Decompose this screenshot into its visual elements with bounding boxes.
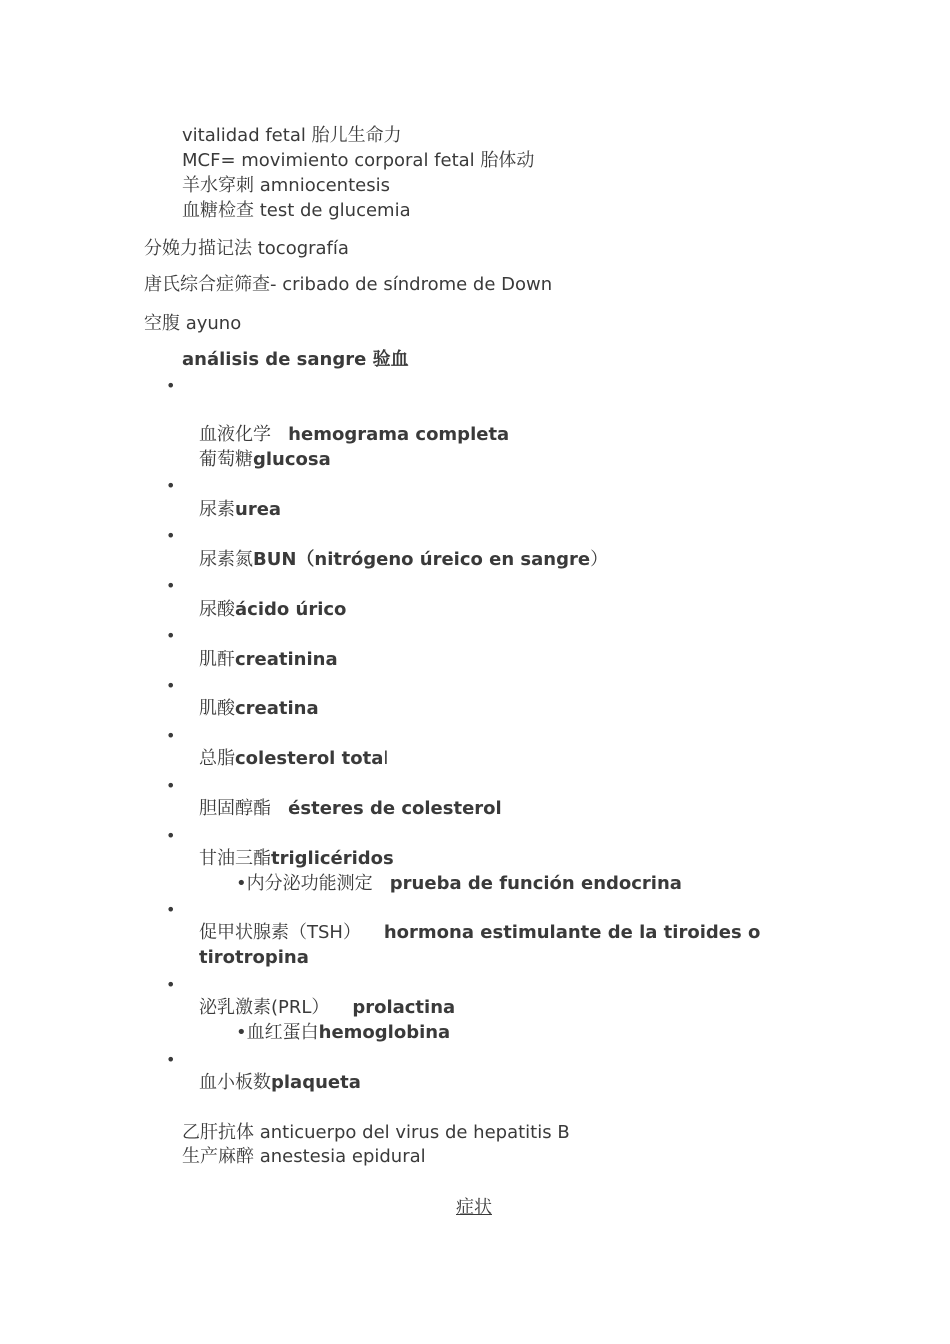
item-zh: •血红蛋白 — [236, 1022, 319, 1043]
item-es: hemograma completa — [288, 424, 510, 445]
bullet-10: • — [166, 900, 176, 919]
sintomas-heading: 症状 — [456, 1197, 492, 1218]
item-zh: 血液化学 — [199, 424, 271, 445]
item-hemoglobina — [236, 1021, 450, 1045]
item-es: ácido úrico — [235, 599, 347, 620]
item-tail: l — [383, 748, 389, 769]
item-es: colesterol tota — [235, 748, 384, 769]
item-es: hemoglobina — [318, 1022, 451, 1043]
bullet-6: • — [166, 676, 176, 695]
intro-line-2: MCF= movimiento corporal fetal 胎体动 — [182, 150, 535, 171]
item-zh: 尿素氮 — [199, 549, 253, 570]
item-zh: 肌酸 — [199, 698, 235, 719]
item-es: hormona estimulante de la tiroides o — [383, 922, 761, 943]
epidural-line: 生产麻醉 anestesia epidural — [182, 1146, 426, 1167]
bullet-12: • — [166, 1050, 176, 1069]
item-es: urea — [235, 499, 282, 520]
cribado-line: 唐氏综合症筛查- cribado de síndrome de Down — [144, 274, 553, 295]
item-zh: 尿素 — [199, 499, 235, 520]
item-es: BUN（nitrógeno úreico en sangre — [253, 549, 591, 570]
intro-line-3: 羊水穿刺 amniocentesis — [182, 175, 390, 196]
item-es: prolactina — [352, 997, 456, 1018]
item-close: ） — [590, 549, 609, 570]
item-urea — [199, 498, 281, 522]
intro-line-1: vitalidad fetal 胎儿生命力 — [182, 125, 402, 146]
item-es: prueba de función endocrina — [389, 873, 682, 894]
item-zh: 总脂 — [199, 748, 235, 769]
bullet-7: • — [166, 726, 176, 745]
item-endocrina — [236, 872, 682, 896]
bullet-2: • — [166, 476, 176, 495]
bullet-8: • — [166, 776, 176, 795]
item-zh: 血小板数 — [199, 1072, 271, 1093]
item-prl — [199, 996, 455, 1020]
item-glucosa — [199, 448, 331, 472]
item-es: creatinina — [235, 649, 338, 670]
item-zh: 促甲状腺素（TSH） — [199, 922, 361, 943]
item-trigliceridos — [199, 847, 394, 871]
bullet-11: • — [166, 975, 176, 994]
analisis-heading: análisis de sangre 验血 — [182, 349, 409, 370]
item-zh: 胆固醇酯 — [199, 798, 271, 819]
item-zh: 尿酸 — [199, 599, 235, 620]
item-hemograma — [199, 423, 509, 447]
item-es: plaqueta — [271, 1072, 361, 1093]
item-es: ésteres de colesterol — [288, 798, 502, 819]
intro-line-4: 血糖检查 test de glucemia — [182, 200, 411, 221]
item-es: triglicéridos — [271, 848, 394, 869]
bullet-5: • — [166, 626, 176, 645]
bullet-9: • — [166, 826, 176, 845]
item-zh: •内分泌功能测定 — [236, 873, 373, 894]
item-es: glucosa — [253, 449, 331, 470]
item-tsh — [199, 921, 760, 945]
item-zh: 葡萄糖 — [199, 449, 253, 470]
item-tsh-continued: tirotropina — [199, 947, 309, 968]
item-zh: 甘油三酯 — [199, 848, 271, 869]
item-bun — [199, 548, 608, 572]
bullet-4: • — [166, 576, 176, 595]
item-colesterol — [199, 747, 388, 771]
item-es: creatina — [235, 698, 319, 719]
hepatitis-line: 乙肝抗体 anticuerpo del virus de hepatitis B — [182, 1122, 570, 1143]
item-plaqueta — [199, 1071, 361, 1095]
tocografia-line: 分娩力描记法 tocografía — [144, 238, 349, 259]
bullet-1: • — [166, 376, 176, 395]
item-creatinina — [199, 648, 338, 672]
item-zh: 泌乳激素(PRL） — [199, 997, 330, 1018]
item-creatina — [199, 697, 319, 721]
item-zh: 肌酐 — [199, 649, 235, 670]
ayuno-line: 空腹 ayuno — [144, 313, 242, 334]
item-esteres — [199, 797, 502, 821]
item-acido-urico — [199, 598, 346, 622]
bullet-3: • — [166, 526, 176, 545]
